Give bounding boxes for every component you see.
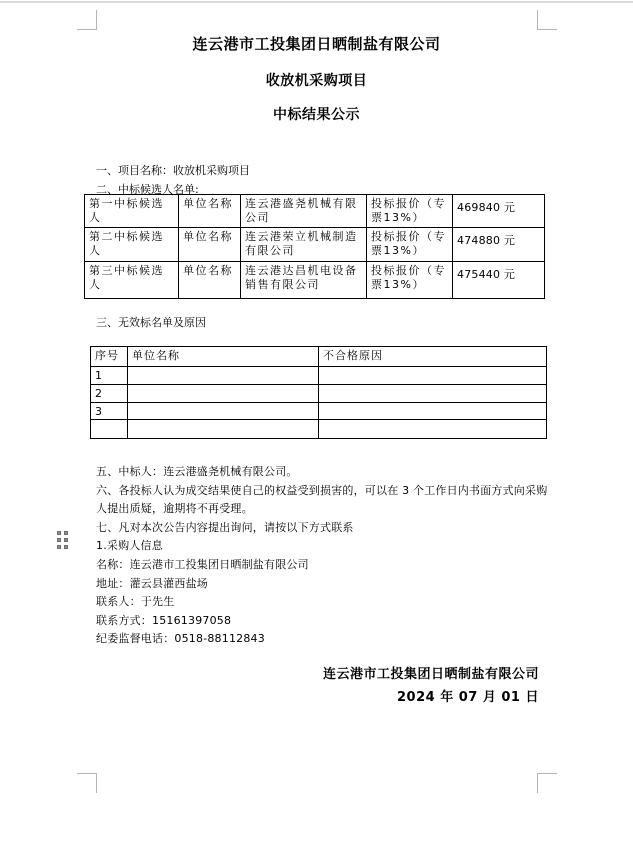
candidate-rank: 第二中标候选人: [85, 228, 179, 262]
unit-name-cell: [128, 385, 319, 403]
price-value: 475440 元: [453, 262, 545, 299]
unit-name-cell: [128, 367, 319, 385]
unit-name-cell: [128, 403, 319, 420]
section-1-project-name: 一、项目名称：收放机采购项目: [96, 164, 250, 177]
candidates-table-row-1: [85, 195, 545, 228]
paragraph-winner: 五、中标人：连云港盛尧机械有限公司。: [96, 465, 298, 478]
section-3-invalid-bids-label: 三、无效标名单及原因: [96, 316, 206, 329]
paragraph-supervision-phone: 纪委监督电话：0518-88112843: [96, 632, 265, 646]
candidate-rank: 第一中标候选人: [85, 195, 179, 228]
price-label: 投标报价（专票13%）: [367, 228, 453, 262]
company-name: 连云港盛尧机械有限公司: [241, 195, 367, 228]
invalid-bids-table: [90, 346, 547, 439]
row-number: 3: [91, 403, 128, 420]
unit-name-cell: [128, 420, 319, 439]
drag-handle-icon: [57, 531, 69, 549]
column-header: 序号: [91, 347, 128, 367]
page-top-edge: [0, 1, 633, 3]
paragraph-contact-intro: 七、凡对本次公告内容提出询问，请按以下方式联系: [96, 520, 354, 534]
price-value: 469840 元: [453, 195, 545, 228]
field-label: 单位名称: [179, 262, 241, 299]
signature-date: 2024 年 07 月 01 日: [397, 690, 539, 705]
price-label: 投标报价（专票13%）: [367, 262, 453, 299]
reason-cell: [319, 367, 547, 385]
invalid-bids-header-row: [91, 347, 547, 367]
reason-cell: [319, 420, 547, 439]
document-title: 连云港市工投集团日晒制盐有限公司: [192, 35, 441, 53]
signature-company: 连云港市工投集团日晒制盐有限公司: [322, 667, 539, 682]
paragraph-contact-person: 联系人：于先生: [96, 595, 175, 609]
candidates-table-row-2: [85, 228, 545, 262]
section-2-candidate-list-label: 二、中标候选人名单:: [96, 183, 199, 196]
price-label: 投标报价（专票13%）: [367, 195, 453, 228]
paragraph-purchaser-address: 地址：灌云县灌西盐场: [96, 576, 208, 590]
document-heading: 中标结果公示: [273, 107, 360, 123]
paragraph-purchaser-info-label: 1.采购人信息: [96, 539, 163, 553]
reason-cell: [319, 403, 547, 420]
field-label: 单位名称: [179, 195, 241, 228]
document-subtitle: 收放机采购项目: [265, 73, 368, 89]
price-value: 474880 元: [453, 228, 545, 262]
body-paragraphs: [96, 463, 548, 649]
row-number: [91, 420, 128, 439]
company-name: 连云港达昌机电设备销售有限公司: [241, 262, 367, 299]
invalid-bids-row: [91, 385, 547, 403]
paragraph-purchaser-name: 名称：连云港市工投集团日晒制盐有限公司: [96, 557, 309, 571]
paragraph-objection-notice: 六、各投标人认为成交结果使自己的权益受到损害的，可以在 3 个工作日内书面方式向采购人提出质疑，逾期将不再受理。: [96, 483, 548, 516]
crop-mark-top-right: [537, 10, 557, 30]
invalid-bids-row: [91, 403, 547, 420]
reason-cell: [319, 385, 547, 403]
column-header: 单位名称: [128, 347, 319, 367]
row-number: 1: [91, 367, 128, 385]
column-header: 不合格原因: [319, 347, 547, 367]
crop-mark-top-left: [77, 10, 97, 30]
crop-mark-bottom-left: [77, 773, 97, 793]
candidate-rank: 第三中标候选人: [85, 262, 179, 299]
invalid-bids-row: [91, 420, 547, 439]
candidates-table: [84, 194, 545, 299]
candidates-table-row-3: [85, 262, 545, 299]
crop-mark-bottom-right: [537, 773, 557, 793]
company-name: 连云港荣立机械制造有限公司: [241, 228, 367, 262]
field-label: 单位名称: [179, 228, 241, 262]
invalid-bids-row: [91, 367, 547, 385]
signature-block: [323, 663, 539, 709]
row-number: 2: [91, 385, 128, 403]
paragraph-contact-phone: 联系方式：15161397058: [96, 613, 232, 627]
